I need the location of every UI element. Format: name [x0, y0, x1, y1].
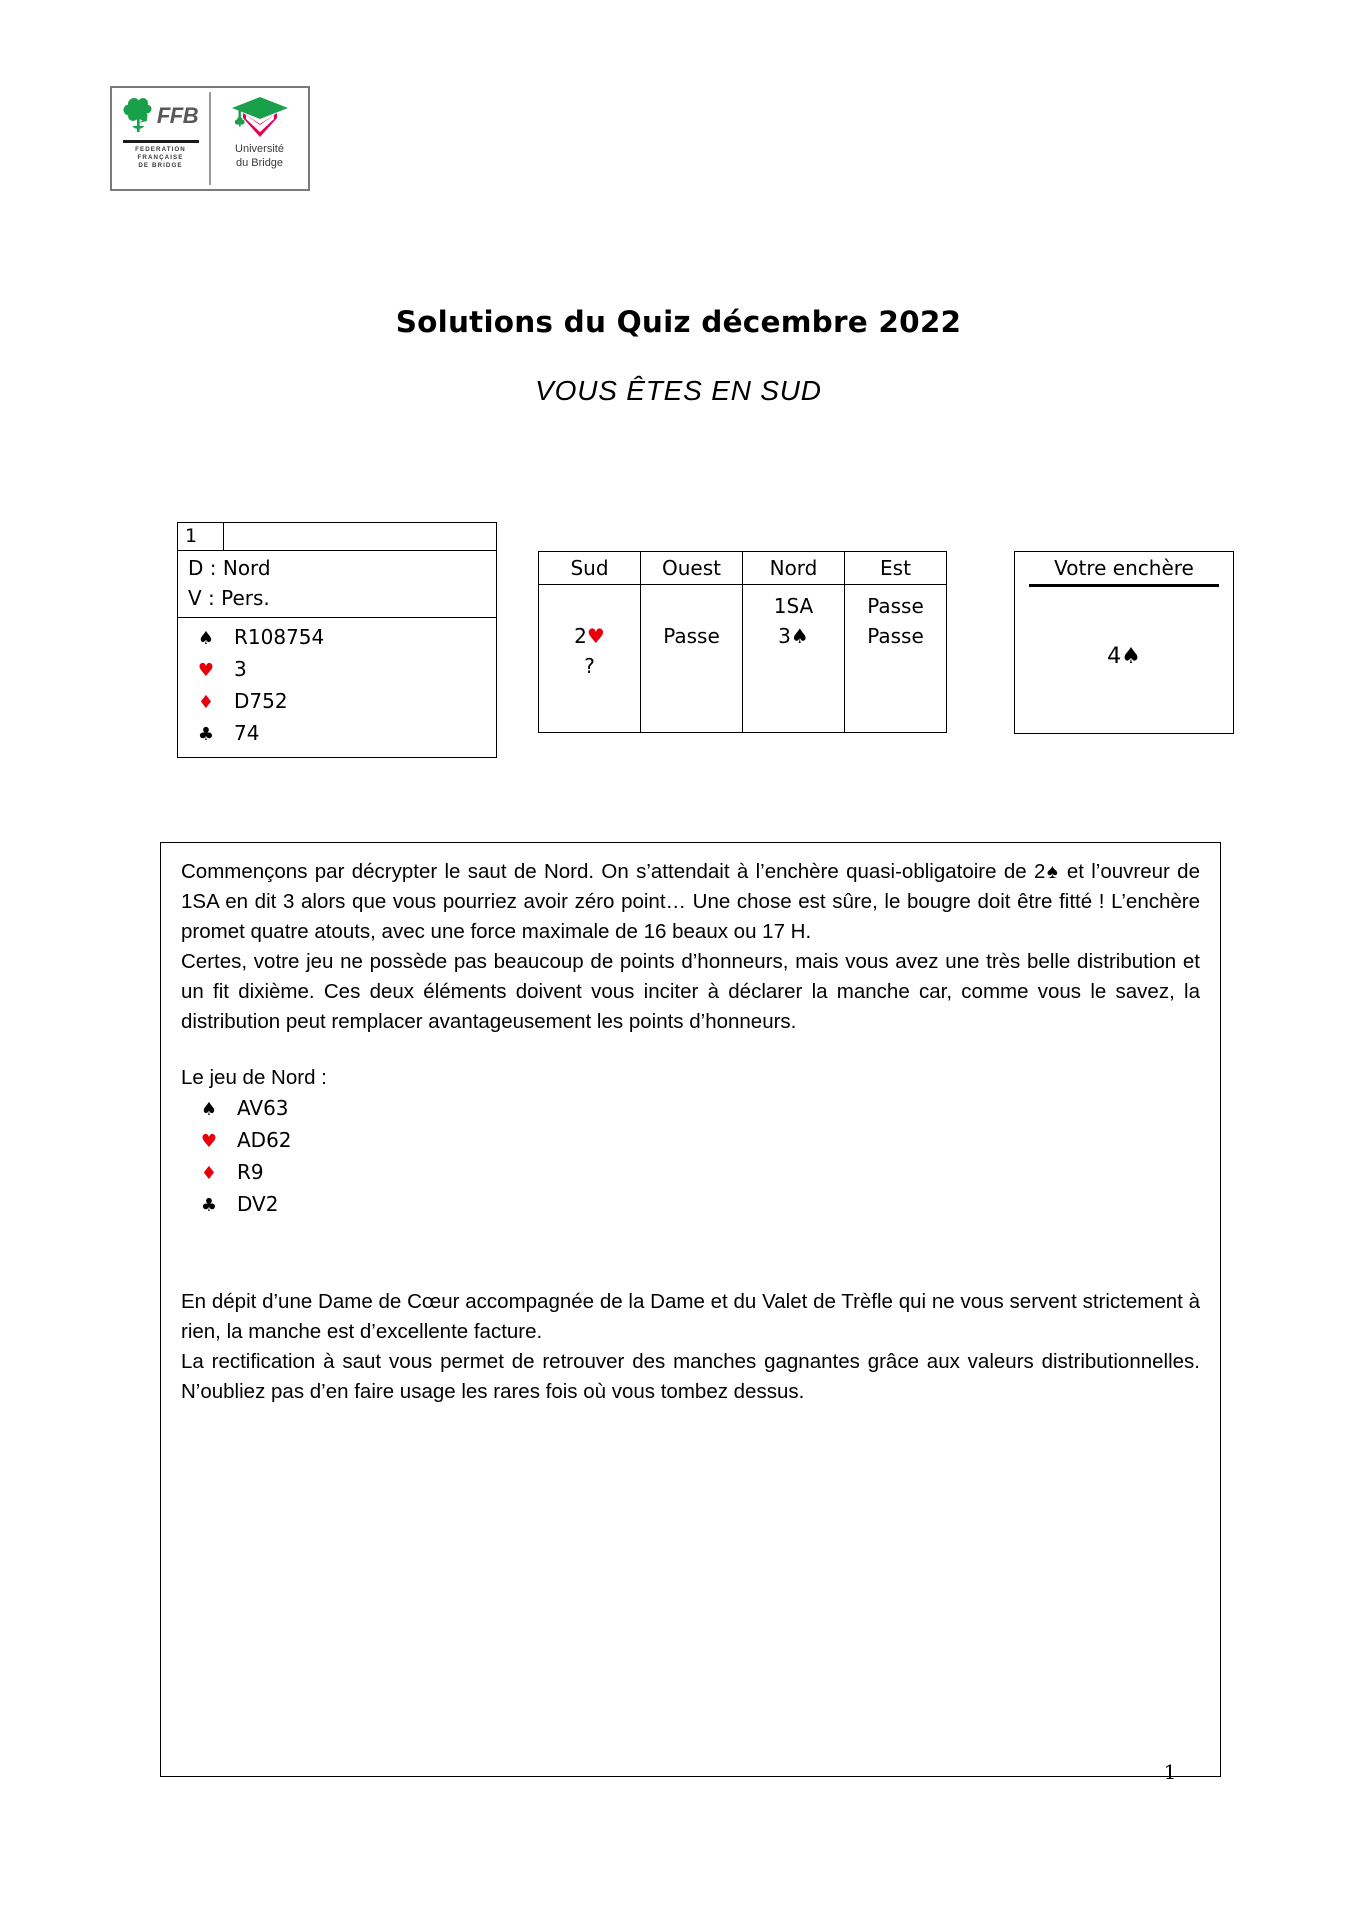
- spacer: [181, 1037, 1200, 1063]
- bid-2-hearts: 2♥: [574, 624, 605, 648]
- vulnerability-label: V : Pers.: [188, 586, 270, 610]
- your-bid-title: Votre enchère: [1054, 556, 1194, 580]
- spade-icon: ♠: [197, 628, 215, 649]
- ffb-tree-icon: [123, 94, 198, 138]
- federation-logo-block: [110, 86, 310, 191]
- auction-bid-sud-1: [539, 621, 640, 651]
- heart-icon: ♥: [200, 1131, 218, 1152]
- auction-bid-nord-2: 3♠: [778, 624, 809, 648]
- auction-table: [538, 551, 947, 733]
- hand-cards: DV2: [237, 1192, 279, 1216]
- auction-bid-est-2: Passe: [867, 624, 924, 648]
- solution-paragraph-3: En dépit d’une Dame de Cœur accompagnée de la Dame et du Valet de Trèfle qui ne vous servent strictement à rien, la manche est d’excellente facture.: [181, 1290, 1200, 1343]
- ffb-name-line-2: FRANÇAISE: [137, 154, 184, 161]
- universite-du-bridge-logo: [211, 88, 308, 189]
- club-icon: ♣: [197, 724, 215, 745]
- hand-row: [181, 1125, 1200, 1157]
- deal-conditions: [178, 551, 496, 618]
- spacer: [181, 1221, 1200, 1287]
- your-bid-underline: [1029, 584, 1219, 587]
- solution-paragraph-4: La rectification à saut vous permet de retrouver des manches gagnantes grâce aux valeurs distributionnelles. N’oubliez pas d’en faire usage les rares fois où vous tombez dessus.: [181, 1350, 1200, 1403]
- hand-cards: 74: [234, 721, 260, 745]
- your-bid-box: [1014, 551, 1234, 734]
- ffb-abbreviation: FFB: [156, 103, 199, 128]
- solution-text-frame: [160, 842, 1221, 1777]
- auction-bid-est-1: Passe: [867, 594, 924, 618]
- solution-paragraph-1: Commençons par décrypter le saut de Nord. On s’attendait à l’enchère quasi-obligatoire de 2♠ et l’ouvreur de 1SA en dit 3 alors que vous pourriez avoir zéro point… Une chose est sûre, le bougre doit être fitté ! L’enchère promet quatre atouts, avec une force maximale de 16 beaux ou 17 H.: [181, 860, 1200, 943]
- hand-row: [181, 1157, 1200, 1189]
- hand-row: [181, 1093, 1200, 1125]
- page-subtitle: VOUS ÊTES EN SUD: [535, 375, 822, 406]
- north-hand: [181, 1093, 1200, 1221]
- auction-bid-nord-1: 1SA: [773, 594, 814, 618]
- auction-header-ouest: Ouest: [641, 552, 743, 585]
- hand-row: [178, 654, 496, 686]
- ffb-logo: [112, 88, 209, 189]
- spade-icon: ♠: [200, 1099, 218, 1120]
- graduation-cap-icon: [230, 94, 290, 142]
- auction-header-est: Est: [845, 552, 947, 585]
- auction-cell-est: [845, 585, 947, 733]
- south-hand: [178, 618, 496, 757]
- hand-cards: 3: [234, 657, 247, 681]
- heart-icon: ♥: [197, 660, 215, 681]
- diamond-icon: ♦: [197, 692, 215, 713]
- ffb-divider-rule: [123, 140, 199, 143]
- solution-paragraph-2: Certes, votre jeu ne possède pas beaucoup de points d’honneurs, mais vous avez une très belle distribution et un fit dixième. Ces deux éléments doivent vous inciter à déclarer la manche car, comme vous le savez, la distribution peut remplacer avantageusement les points d’honneurs.: [181, 950, 1200, 1033]
- hand-cards: R9: [237, 1160, 264, 1184]
- page-title: Solutions du Quiz décembre 2022: [395, 305, 962, 339]
- hand-row: [178, 686, 496, 718]
- hand-cards: R108754: [234, 625, 325, 649]
- dealer-label: D : Nord: [188, 556, 271, 580]
- universite-label-line-2: du Bridge: [235, 157, 284, 169]
- auction-cell-nord: [743, 585, 845, 733]
- hand-row: [178, 622, 496, 654]
- your-bid-value: 4♠: [1107, 644, 1141, 669]
- deal-number: 1: [178, 523, 224, 551]
- diamond-icon: ♦: [200, 1163, 218, 1184]
- north-hand-label: Le jeu de Nord :: [181, 1066, 327, 1089]
- hand-row: [181, 1189, 1200, 1221]
- auction-header-row: [539, 552, 947, 585]
- auction-cell-sud: [539, 585, 641, 733]
- auction-bid-sud-2: ?: [584, 654, 595, 678]
- hand-cards: D752: [234, 689, 288, 713]
- ffb-name-line-3: DE BRIDGE: [138, 162, 183, 169]
- auction-header-sud: Sud: [539, 552, 641, 585]
- auction-header-nord: Nord: [743, 552, 845, 585]
- auction-body-row: [539, 585, 947, 733]
- page-number: 1: [1163, 1760, 1177, 1784]
- hand-cards: AD62: [237, 1128, 292, 1152]
- hand-cards: AV63: [237, 1096, 289, 1120]
- auction-cell-ouest: [641, 585, 743, 733]
- universite-label-line-1: Université: [235, 143, 284, 155]
- ffb-name-line-1: FEDERATION: [135, 146, 186, 153]
- auction-bid-ouest-1: Passe: [663, 624, 720, 648]
- club-icon: ♣: [200, 1195, 218, 1216]
- deal-diagram: [177, 522, 497, 758]
- hand-row: [178, 718, 496, 750]
